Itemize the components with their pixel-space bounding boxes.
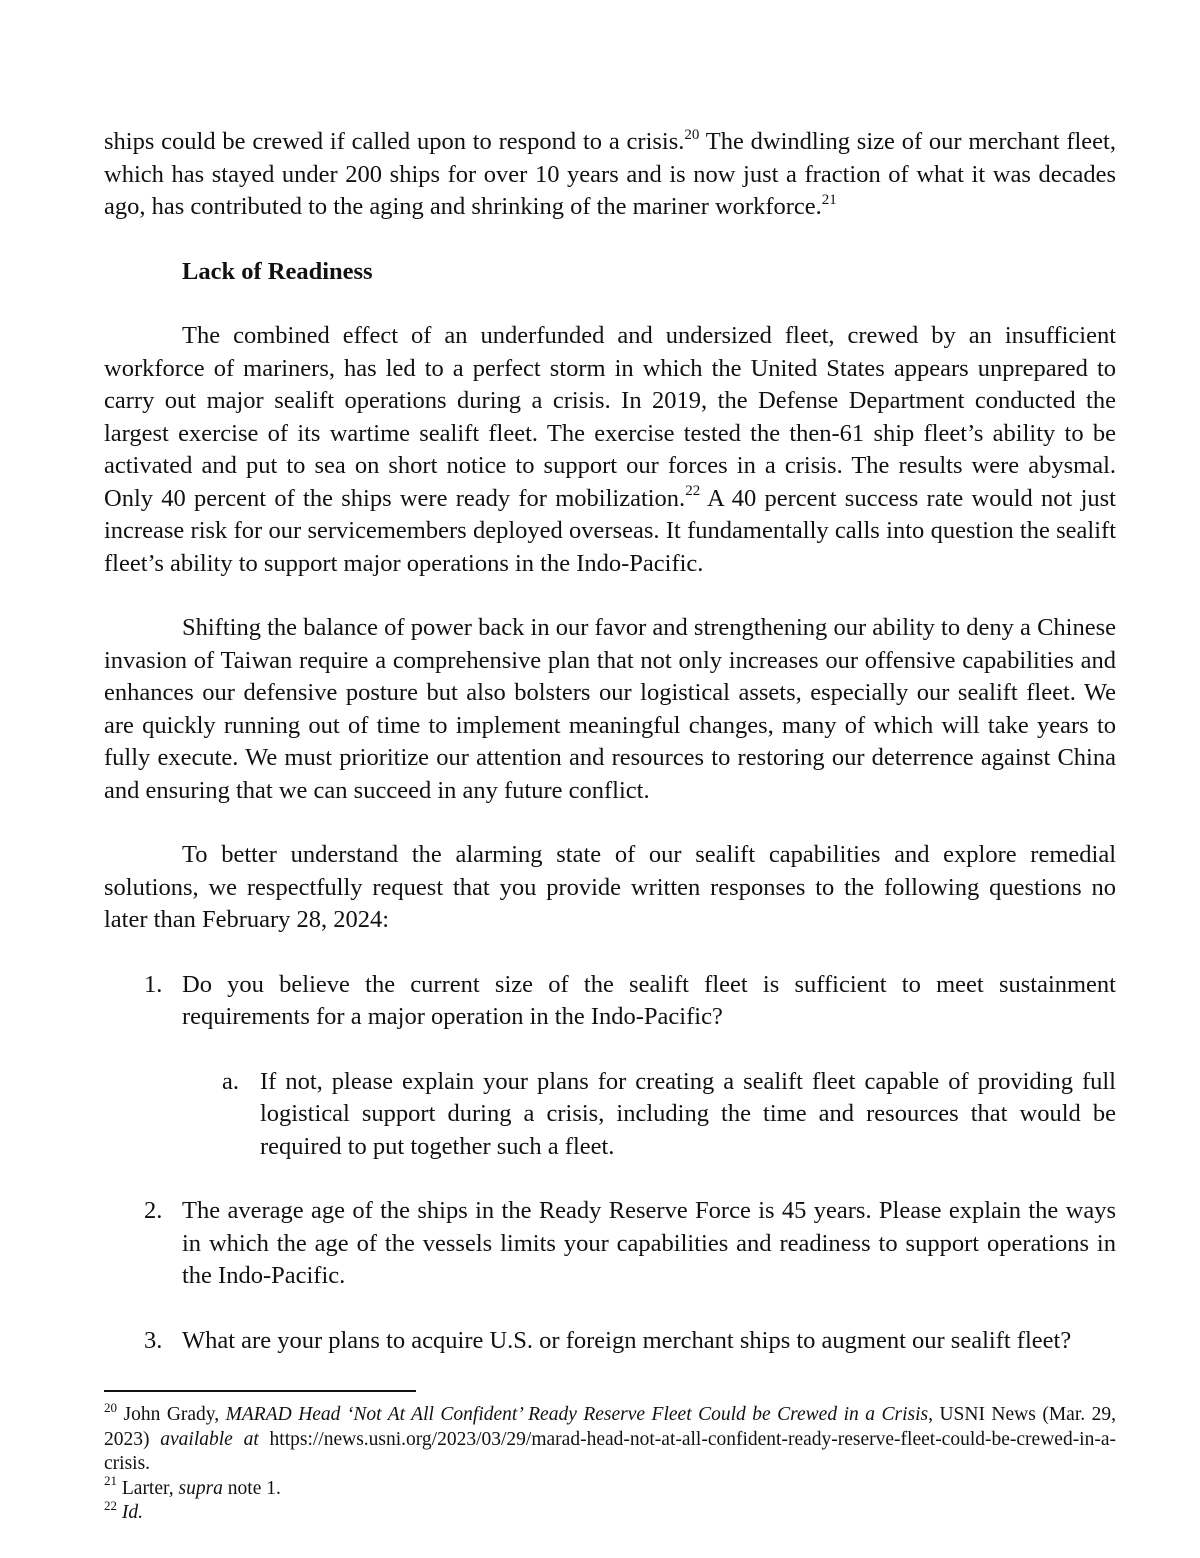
footnote-number: 21 [104,1473,117,1488]
question-number: 3. [144,1326,163,1354]
footnote-divider [104,1390,416,1392]
footnote-number: 22 [104,1497,117,1513]
footnote-ref-21[interactable]: 21 [821,191,837,208]
footnote-author: John Grady, [117,1404,226,1425]
question-text: What are your plans to acquire U.S. or foreign merchant ships to augment our sealift fleet? [182,1326,1072,1354]
section-heading: Lack of Readiness [182,257,373,285]
question-3 [104,1325,1116,1358]
balance-paragraph: Shifting the balance of power back in our favor and strengthening our ability to deny a Chinese invasion of Taiwan require a comprehensive plan that not only increases our offensive capabilities and enhances our defensive posture but also bolsters our logistical assets, especially our sealift fleet. We are quickly running out of time to implement meaningful changes, many of which will take years to fully execute. We must prioritize our attention and resources to restoring our deterrence against China and ensuring that we can succeed in any future conflict. [104,614,1116,804]
question-number: a. [222,1067,239,1095]
footnote-ref-22[interactable]: 22 [685,483,701,500]
footnotes [104,1399,1116,1526]
intro-text: ships could be crewed if called upon to respond to a crisis. [104,128,685,155]
request-paragraph: To better understand the alarming state of our sealift capabilities and explore remedial solutions, we respectfully request that you provide written responses to the following questions no later than February 28, 2024: [104,841,1116,933]
footnote-text: note 1. [222,1477,281,1499]
readiness-paragraph [104,320,1116,580]
question-number: 2. [144,1197,163,1224]
question-number: 1. [144,970,163,998]
footnote-22 [104,1497,1116,1526]
footnote-available: available at [160,1428,259,1450]
question-text: Do you believe the current size of the sealift fleet is sufficient to meet sustainment requirements for a major operation in the Indo-Pacific? [182,970,1116,1030]
footnote-link[interactable]: https://news.usni.org/2023/03/29/marad-head-not-at-all-confident-ready-reserve-fleet-could-be-crewed-in-a-crisis. [104,1428,1116,1474]
question-text: The average age of the ships in the Ready Reserve Force is 45 years. Please explain the ways in which the age of the vessels limits your capabilities and readiness to support operations in the Indo-Pacific. [182,1197,1116,1289]
footnote-21 [104,1473,1116,1502]
footnote-source: , USNI News (Mar. 29, 2023) [104,1404,1116,1450]
readiness-text-cont: A 40 percent success rate would not just increase risk for our servicemembers deployed overseas. It fundamentally calls into question the sealift fleet’s ability to support major operations in the Indo-Pacific. [104,484,1116,577]
footnote-italic: Id. [121,1502,143,1523]
footnote-ref-20[interactable]: 20 [684,126,700,143]
footnote-text: Larter, [117,1477,179,1499]
readiness-text: The combined effect of an underfunded and undersized fleet, crewed by an insufficient workforce of mariners, has led to a perfect storm in which the United States appears unprepared to carry out major sealift operations during a crisis. In 2019, the Defense Department conducted the largest exercise of its wartime sealift fleet. The exercise tested the then-61 ship fleet’s ability to be activated and put to sea on short notice to support our forces in a crisis. The results were abysmal. Only 40 percent of the ships were ready for mobilization. [104,322,1116,512]
intro-text-cont: The dwindling size of our merchant fleet, which has stayed under 200 ships for over 10 years and is now just a fraction of what it was decades ago, has contributed to the aging and shrinking of the mariner workforce. [104,128,1116,220]
question-1 [104,969,1116,1034]
letter-body [104,126,1116,1357]
footnote-italic: supra [178,1477,223,1499]
footnote-number: 20 [104,1399,117,1415]
question-2 [104,1195,1116,1293]
question-1a [104,1066,1116,1164]
footnote-20 [104,1399,1116,1477]
footnote-title: MARAD Head ‘Not At All Confident’ Ready Reserve Fleet Could be Crewed in a Crisis [225,1404,929,1425]
question-text: If not, please explain your plans for creating a sealift fleet capable of providing full logistical support during a crisis, including the time and resources that would be required to put together such a fleet. [260,1067,1116,1160]
intro-paragraph [104,126,1116,224]
